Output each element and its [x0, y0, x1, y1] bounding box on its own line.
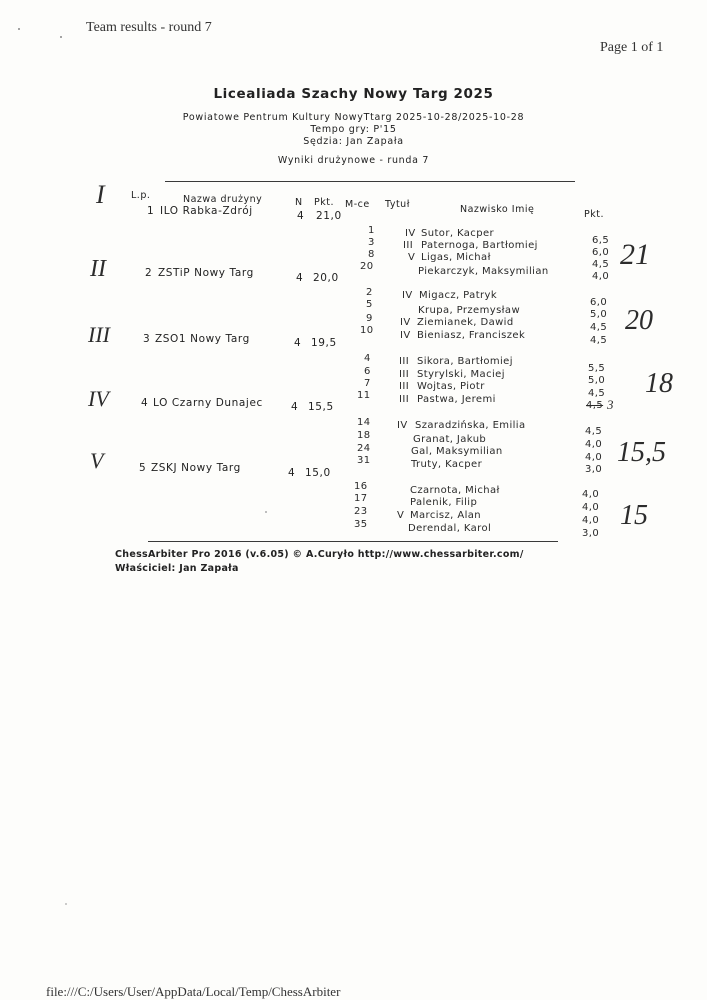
col-n: N [295, 197, 303, 208]
scan-speck [65, 903, 67, 905]
player-place: 8 [368, 249, 375, 260]
player-title: III [403, 240, 414, 251]
handwritten-place-mark: V [90, 448, 104, 473]
player-name: Truty, Kacper [411, 459, 483, 470]
team-lp: 3 [143, 333, 151, 345]
player-name: Wojtas, Piotr [417, 381, 485, 392]
player-name: Sikora, Bartłomiej [417, 356, 513, 367]
team-lp: 4 [141, 397, 149, 409]
player-name: Derendal, Karol [408, 523, 492, 534]
col-lp: L.p. [131, 190, 151, 201]
player-pts: 6,0 [592, 247, 610, 258]
player-place: 10 [360, 325, 374, 336]
report-title: Licealiada Szachy Nowy Targ 2025 [213, 86, 494, 102]
player-name: Piekarczyk, Maksymilian [418, 266, 549, 277]
player-title: III [399, 394, 410, 405]
handwritten-place-mark: IV [88, 386, 109, 411]
player-name: Sutor, Kacper [421, 228, 495, 239]
col-title: Tytuł [385, 199, 410, 210]
handwritten-total: 21 [620, 238, 650, 271]
player-name: Migacz, Patryk [419, 290, 498, 301]
team-name: ZSTiP Nowy Targ [158, 267, 254, 279]
player-title: III [399, 356, 410, 367]
player-title: III [399, 369, 410, 380]
player-place: 17 [354, 493, 368, 504]
handwritten-total: 20 [625, 305, 653, 336]
col-pts: Pkt. [314, 197, 334, 208]
team-lp: 5 [139, 462, 147, 474]
player-name: Ligas, Michał [421, 252, 491, 263]
player-title: IV [405, 228, 416, 239]
team-n: 4 [296, 272, 304, 284]
player-title: III [399, 381, 410, 392]
report-judge: Sędzia: Jan Zapała [303, 136, 404, 147]
team-name: LO Czarny Dunajec [153, 397, 263, 409]
player-name: Pastwa, Jeremi [417, 394, 496, 405]
player-name: Marcisz, Alan [410, 510, 482, 521]
player-name: Bieniasz, Franciszek [417, 330, 526, 341]
player-place: 11 [357, 390, 371, 401]
report-venue: Powiatowe Pentrum Kultury NowyTtarg 2025-10-28/2025-10-28 [182, 112, 525, 123]
player-place: 7 [364, 378, 371, 389]
scan-speck [60, 36, 62, 38]
player-place: 35 [354, 519, 368, 530]
software-credit: ChessArbiter Pro 2016 (v.6.05) © A.Curyło http://www.chessarbiter.com/ [115, 549, 524, 560]
player-name: Krupa, Przemysław [418, 305, 521, 316]
col-place: M-ce [345, 199, 370, 210]
player-title: IV [400, 330, 411, 341]
team-pts: 15,0 [305, 467, 331, 479]
player-place: 31 [357, 455, 371, 466]
team-name: ZSO1 Nowy Targ [155, 333, 250, 345]
team-name: ZSKJ Nowy Targ [151, 462, 241, 474]
print-header-page: Page 1 of 1 [600, 40, 664, 55]
player-name: Palenik, Filip [410, 497, 478, 508]
player-name: Gal, Maksymilian [411, 446, 503, 457]
player-name: Paternoga, Bartłomiej [421, 240, 538, 251]
player-pts: 4,0 [585, 439, 603, 450]
team-lp: 2 [145, 267, 153, 279]
player-title: V [397, 510, 405, 521]
player-pts: 4,0 [582, 515, 600, 526]
scan-speck [265, 511, 267, 513]
player-place: 18 [357, 430, 371, 441]
report-subtitle: Wyniki drużynowe - runda 7 [277, 155, 430, 166]
col-player: Nazwisko Imię [460, 204, 535, 215]
player-name: Czarnota, Michał [410, 485, 500, 496]
player-place: 16 [354, 481, 368, 492]
player-title: V [408, 252, 416, 263]
player-pts: 3,0 [582, 528, 600, 539]
player-pts: 4,0 [582, 502, 600, 513]
player-place: 6 [364, 366, 371, 377]
team-n: 4 [288, 467, 296, 479]
handwritten-correction: 3 [607, 397, 614, 412]
player-place: 23 [354, 506, 368, 517]
handwritten-place-mark: I [96, 180, 105, 209]
report-tempo: Tempo gry: P'15 [310, 124, 397, 135]
player-pts: 5,0 [588, 375, 606, 386]
player-pts: 4,5 [590, 322, 608, 333]
scan-speck [18, 28, 20, 30]
player-place: 20 [360, 261, 374, 272]
print-header-title: Team results - round 7 [86, 20, 212, 35]
table-bottom-rule [148, 541, 558, 542]
team-pts: 19,5 [311, 337, 337, 349]
player-pts: 4,5 [592, 259, 610, 270]
handwritten-total: 18 [645, 368, 673, 399]
player-title: IV [400, 317, 411, 328]
team-pts: 20,0 [313, 272, 339, 284]
player-pts-struck: 4,5 [586, 400, 604, 411]
player-place: 2 [366, 287, 373, 298]
player-place: 14 [357, 417, 371, 428]
player-pts: 4,0 [585, 452, 603, 463]
player-pts: 5,5 [588, 363, 606, 374]
player-pts: 6,0 [590, 297, 608, 308]
team-name: ILO Rabka-Zdrój [160, 205, 253, 217]
print-footer-url: file:///C:/Users/User/AppData/Local/Temp/ChessArbiter [46, 984, 341, 999]
player-place: 4 [364, 353, 371, 364]
player-place: 1 [368, 225, 375, 236]
player-pts: 3,0 [585, 464, 603, 475]
team-n: 4 [297, 210, 305, 222]
team-pts: 15,5 [308, 401, 334, 413]
player-pts: 4,0 [582, 489, 600, 500]
table-top-rule [165, 181, 575, 182]
handwritten-total: 15 [620, 500, 648, 531]
player-name: Granat, Jakub [413, 434, 487, 445]
col-team-name: Nazwa drużyny [183, 194, 263, 205]
handwritten-total: 15,5 [617, 437, 666, 468]
player-pts: 6,5 [592, 235, 610, 246]
player-name: Styrylski, Maciej [417, 369, 505, 380]
col-player-pts: Pkt. [584, 209, 604, 220]
player-pts: 5,0 [590, 309, 608, 320]
player-pts: 4,5 [590, 335, 608, 346]
player-name: Szaradzińska, Emilia [415, 420, 526, 431]
player-pts: 4,5 [585, 426, 603, 437]
team-pts: 21,0 [316, 210, 342, 222]
player-title: IV [402, 290, 413, 301]
team-n: 4 [294, 337, 302, 349]
player-title: IV [397, 420, 408, 431]
player-name: Ziemianek, Dawid [417, 317, 514, 328]
owner-line: Właściciel: Jan Zapała [115, 563, 239, 574]
player-pts: 4,0 [592, 271, 610, 282]
handwritten-place-mark: III [88, 322, 110, 347]
handwritten-place-mark: II [90, 256, 106, 282]
player-place: 9 [366, 313, 373, 324]
team-n: 4 [291, 401, 299, 413]
player-pts: 4,5 [588, 388, 606, 399]
player-place: 24 [357, 443, 371, 454]
player-place: 5 [366, 299, 373, 310]
team-lp: 1 [147, 205, 155, 217]
player-place: 3 [368, 237, 375, 248]
